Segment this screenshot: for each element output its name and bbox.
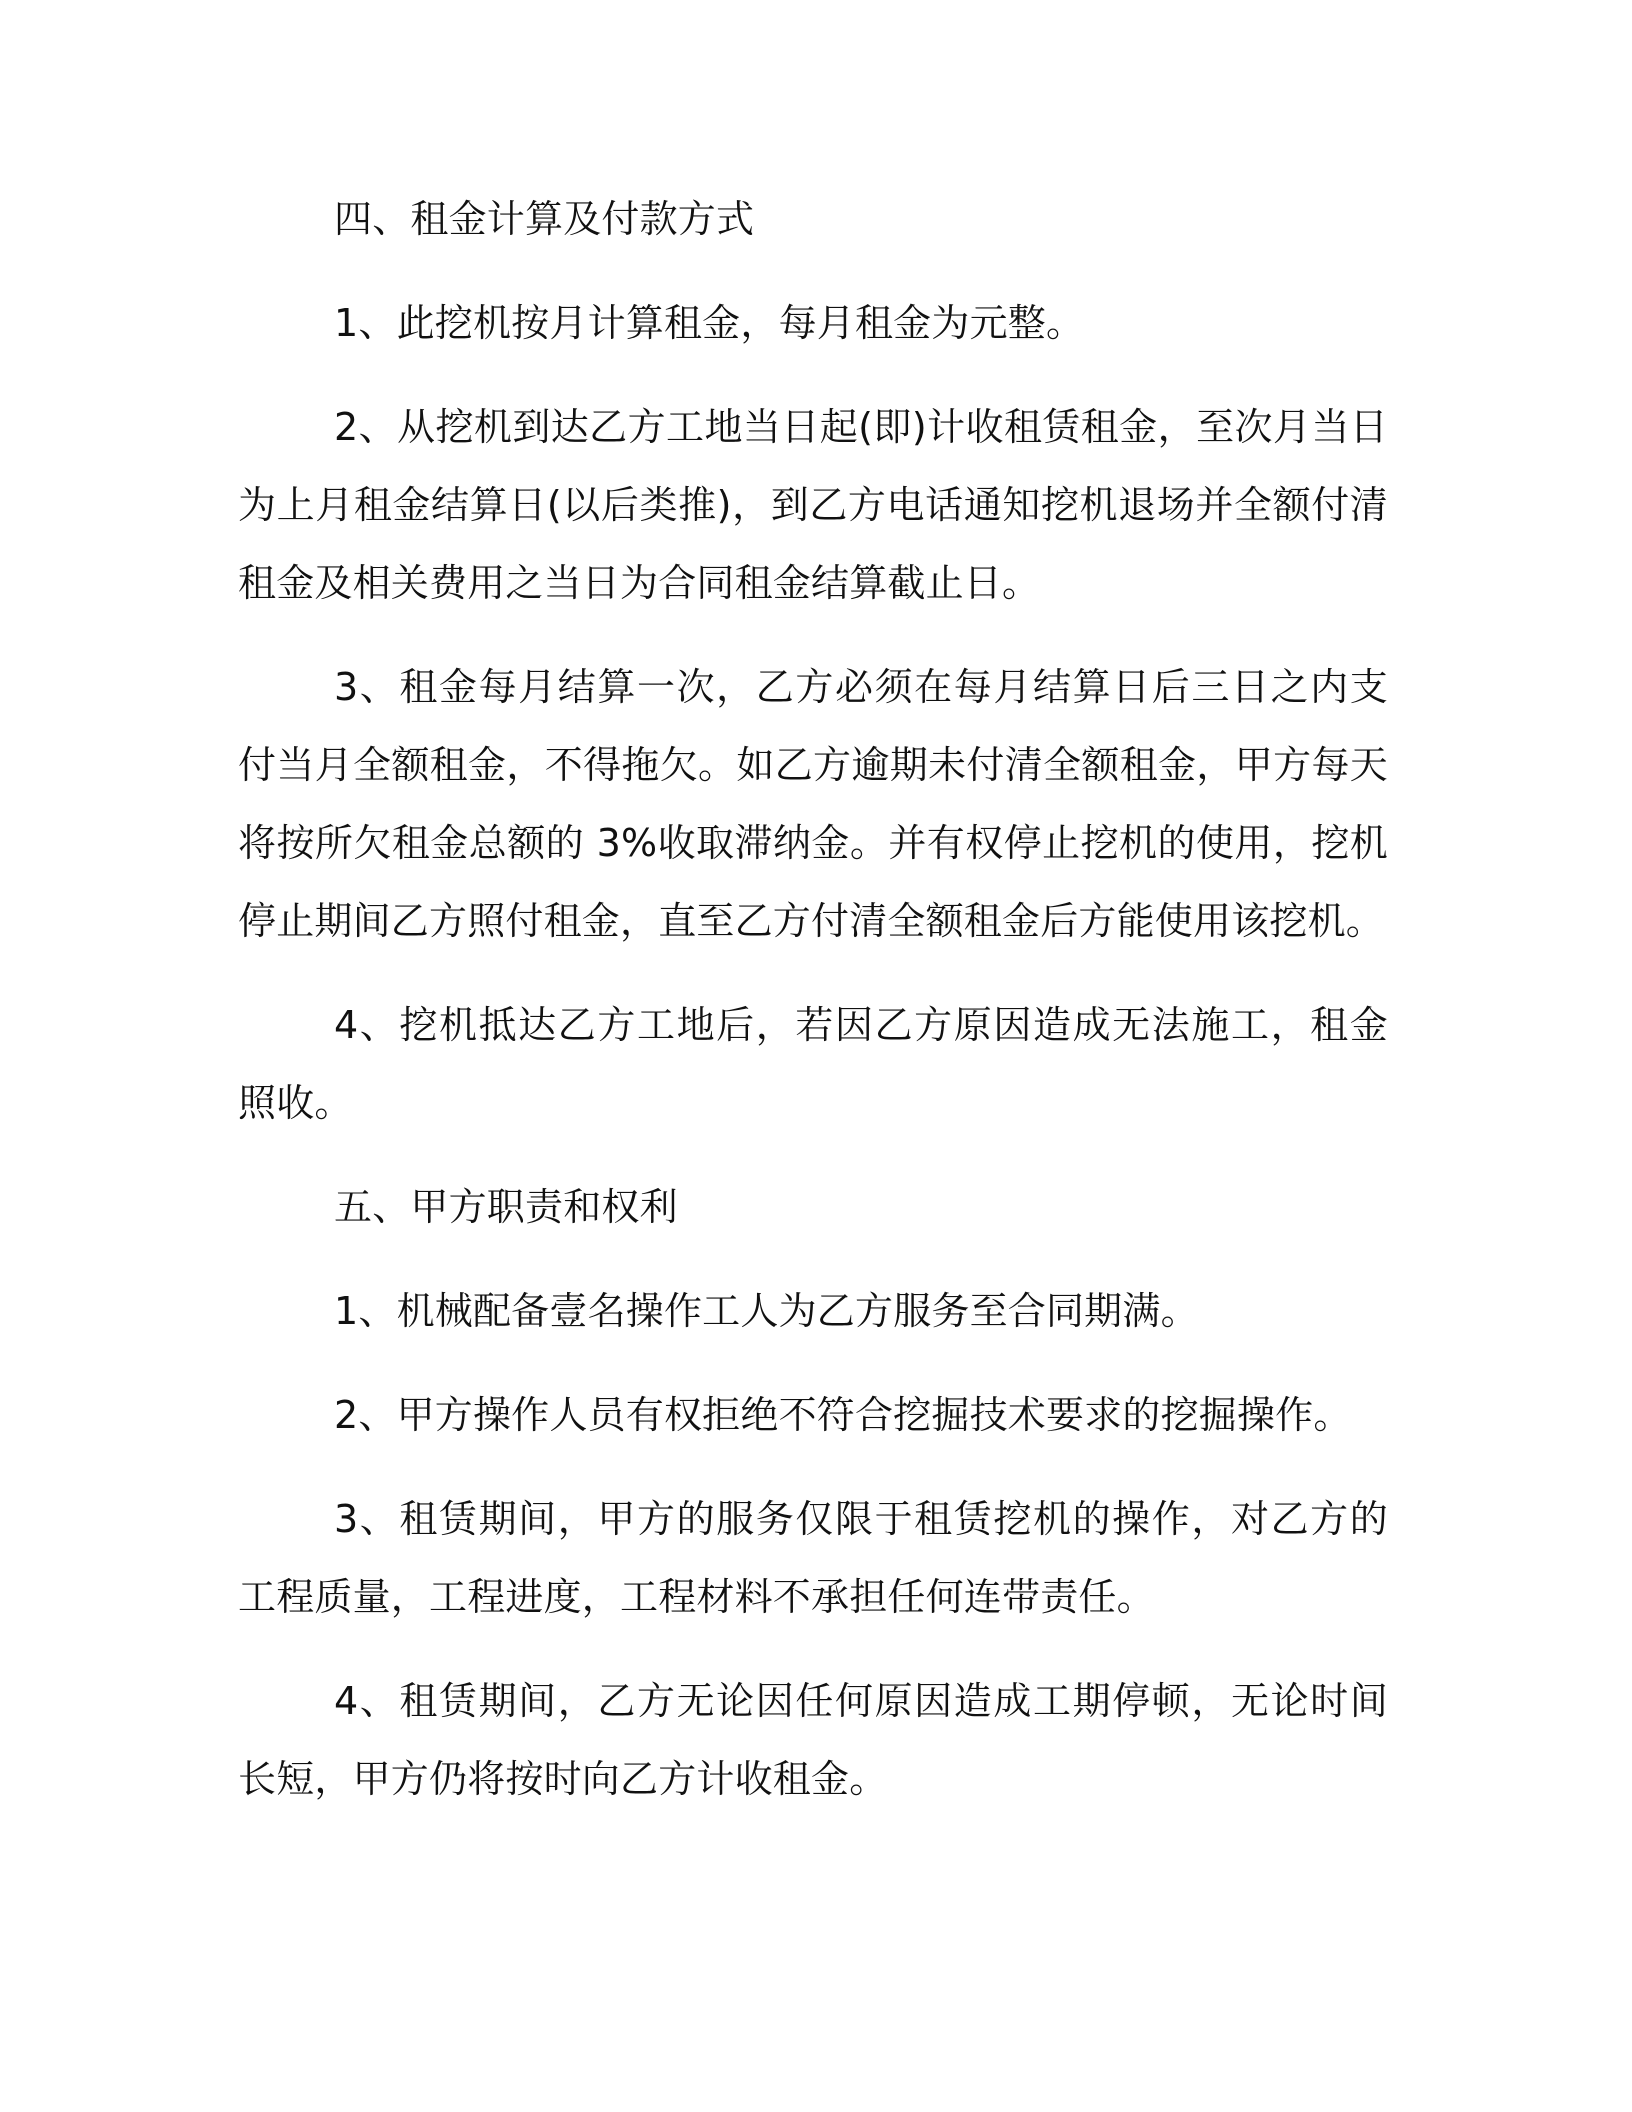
section-5-item-4: 4、租赁期间，乙方无论因任何原因造成工期停顿，无论时间长短，甲方仍将按时向乙方计收租金。	[238, 1679, 1388, 1801]
section-4-item-3: 3、租金每月结算一次，乙方必须在每月结算日后三日之内支付当月全额租金，不得拖欠。如乙方逾期未付清全额租金，甲方每天将按所欠租金总额的 3%收取滞纳金。并有权停止挖机的使用，挖机停止期间乙方照付租金，直至乙方付清全额租金后方能使用该挖机。	[238, 665, 1388, 943]
document-body	[238, 180, 1388, 1844]
section-4-item-2: 2、从挖机到达乙方工地当日起(即)计收租赁租金，至次月当日为上月租金结算日(以后类推)，到乙方电话通知挖机退场并全额付清租金及相关费用之当日为合同租金结算截止日。	[238, 405, 1388, 605]
section-5-item-3: 3、租赁期间，甲方的服务仅限于租赁挖机的操作，对乙方的工程质量，工程进度，工程材料不承担任何连带责任。	[238, 1497, 1388, 1619]
section-4-item-1: 1、此挖机按月计算租金，每月租金为元整。	[334, 301, 1085, 345]
section-5-item-2: 2、甲方操作人员有权拒绝不符合挖掘技术要求的挖掘操作。	[334, 1393, 1352, 1437]
section-5-heading: 五、甲方职责和权利	[334, 1185, 678, 1229]
section-5-item-1: 1、机械配备壹名操作工人为乙方服务至合同期满。	[334, 1289, 1199, 1333]
section-4-item-4: 4、挖机抵达乙方工地后，若因乙方原因造成无法施工，租金照收。	[238, 1003, 1388, 1125]
section-4-heading: 四、租金计算及付款方式	[334, 197, 755, 241]
